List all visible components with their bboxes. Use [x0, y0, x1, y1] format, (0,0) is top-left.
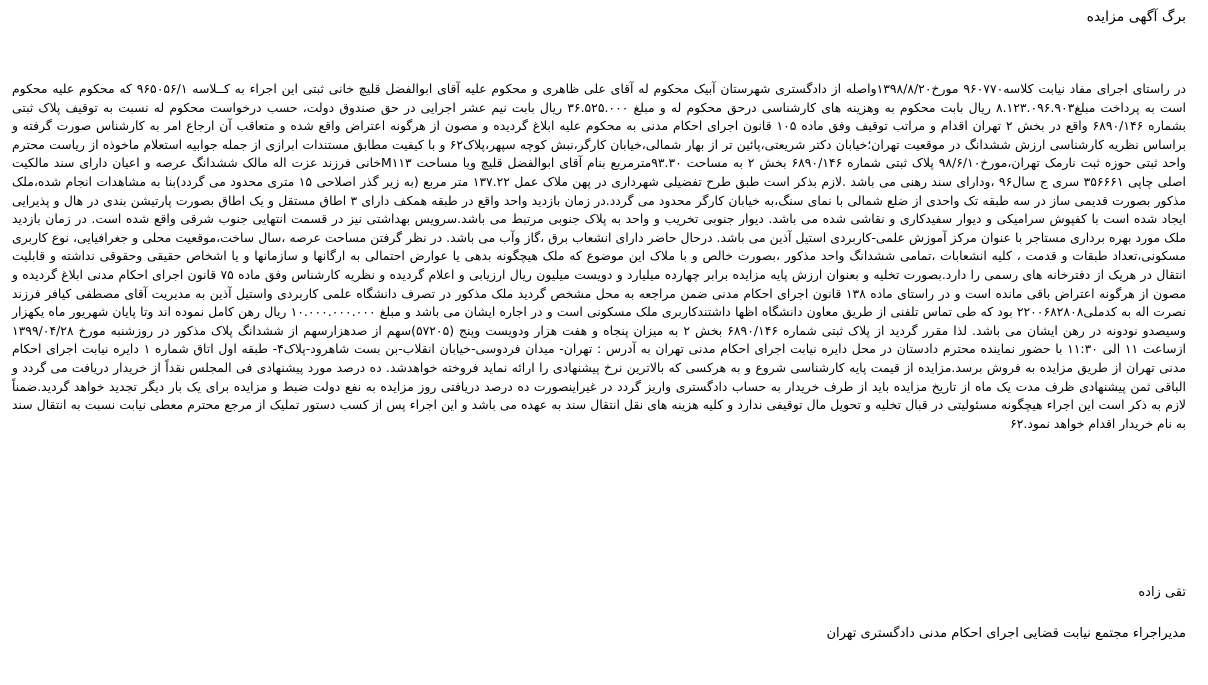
notice-title: برگ آگهی مزایده	[1086, 9, 1186, 25]
signer-title: مدیراجراء مجتمع نیابت قضایی اجرای احکام مدنی دادگستری تهران	[826, 626, 1186, 641]
signer-name: تقی زاده	[1138, 585, 1186, 600]
notice-body-text: در راستای اجرای مفاد نیابت کلاسه۹۶۰۷۷۰ مورخ۱۳۹۸/۸/۲۰واصله از دادگستری شهرستان آبیک محکوم له آقای علی ظاهری و محکوم علیه آقای ابوالفضل قلیچ خانی ثبتی این اجراء به کــلاسه ۹۶۵۰۵۶/۱ که محکوم علیه محکوم است به پرداخت مبلغ۸.۱۲۳.۰۹۶.۹۰۳ ریال بابت محکوم به وهزینه های کارشناسی درحق محکوم له و مبلغ ۳۶.۵۲۵.۰۰۰ ریال بابت نیم عشر اجرایی در حق صندوق دولت، حسب درخواست محکوم له نسبت به توقیف پلاک ثبتی بشماره ۶۸۹۰/۱۴۶ واقع در بخش ۲ تهران اقدام و مراتب توقیف وفق ماده ۱۰۵ قانون اجرای احکام مدنی به محکوم علیه ابلاغ گردیده و مصون از هرگونه اعتراض واقع شده و متعاقب آن ارجاع امر به کارشناس صورت گرفته و براساس نظریه کارشناسی ارزش ششدانگ در موقعیت تهران؛خیابان دکتر شریعتی،پائین تر از بهار شمالی،خیابان کارگر،نبش کوچه سپهر،پلاک۶۲ و با کیفیت مطابق مستندات ابرازی از جمله جوابیه استعلام ماخوذه از ریاست محترم واحد ثبتی حوزه ثبت نارمک تهران،مورخ۹۸/۶/۱۰ پلاک ثبتی شماره ۶۸۹۰/۱۴۶ بخش ۲ به مساحت ۹۳.۳۰مترمربع بنام آقای ابوالفضل قلیچ وبا مساحت M۱۱۳خانی فرزند عزت اله مالک ششدانگ عرصه و اعیان دارای سند مالکیت اصلی چاپی ۳۵۶۶۶۱ سری ج سال۹۶ ،ودارای سند رهنی می باشد .لازم بذکر است طبق طرح تفضیلی شهرداری در پهن ملاک عمل ۱۳۷.۲۲ متر مربع (به زیر گذر اصلاحی ۱۵ متری محدود می گردد)بنا به مشاهدات انجام شده،ملک مذکور بصورت قدیمی ساز در سه طبقه تک واحدی از ضلع شمالی با نمای سنگ،به خیابان کارگر محدود می گردد.در زمان بازدید واحد واقع در طبقه همکف دارای ۳ اطاق مستقل و یک اطاق بصورت پارتیشن بندی در هال و پذیرایی ایجاد شده است با کفپوش سرامیکی و دیوار سفیدکاری و نقاشی شده می باشد. دیوار جنوبی تخریب و واحد به پلاک جنوبی مرتبط می باشد.سرویس بهداشتی نیز در قسمت انتهایی جنوب شرقی واقع شده است. در زمان بازدید ملک مورد بهره برداری مستاجر با عنوان مرکز آموزش علمی-کاربردی استیل آذین می باشد. درحال حاضر دارای انشعاب برق ،گاز وآب می باشد. در نظر گرفتن مساحت عرصه ،سال ساخت،موقعیت محلی و جغرافیایی، نوع کاربری مسکونی،تعداد طبقات و قدمت ، کلیه انشعابات ،تمامی ششدانگ واحد مذکور ،بصورت خالص و با ملاک این موضوع که ملک هیچگونه بدهی یا عوارض احتمالی به ارگانها و سازمانها و یا اشخاص حقیقی وحقوقی نداشته و قابلیت انتقال در هریک از دفترخانه های رسمی را دارد.بصورت تخلیه و بعنوان ارزش پایه مزایده برابر چهارده میلیارد و دویست میلیون ریال ارزیابی و اعلام گردیده و نظریه کارشناس وفق ماده ۷۵ قانون اجرای احکام مدنی ابلاغ گردیده و مصون از هرگونه اعتراض باقی مانده است و در راستای ماده ۱۳۸ قانون اجرای احکام مدنی ضمن مراجعه به محل مشخص گردید ملک مذکور در تصرف دانشگاه علمی کاربردی واستیل آذین به مدیریت آقای مصطفی کیافر فرزند نصرت اله به کدملی۲۲۰۰۶۸۲۸۰۸ بود که طی تماس تلفنی از طریق معاون دانشگاه اظها داشتندکاربری ملک مسکونی است و در اجاره ایشان می باشد و مبلغ ۱۰.۰۰۰.۰۰۰.۰۰۰ ریال رهن کامل نموده اند وتا پایان شهریور ماه یکهزار وسیصدو نودونه در رهن ایشان می باشد. لذا مقرر گردید از پلاک ثبتی شماره ۶۸۹۰/۱۴۶ بخش ۲ به میزان پنجاه و هفت هزار ودویست وپنج (۵۷۲۰۵)سهم از صدهزارسهم از ششدانگ پلاک مذکور در روزشنبه مورخ ۱۳۹۹/۰۴/۲۸ ازساعت ۱۱ الی ۱۱:۳۰ با حضور نماینده محترم دادستان در محل دایره نیابت اجرای احکام مدنی تهران به آدرس : تهران- میدان فردوسی-خیابان انقلاب-بن بست شاهرود-پلاک۴- طبقه اول اتاق شماره ۱ دایره نیابت اجرای احکام مدنی تهران از طریق مزایده به فروش برسد.مزایده از قیمت پایه کارشناسی شروع و به هرکسی که بالاترین نرخ پیشنهادی را ارائه نماید فروخته خواهدشد. ده درصد مورد پیشنهادی فی المجلس نقداً از خریدار دریافت می گردد و الباقی ثمن پیشنهادی ظرف مدت یک ماه از تاریخ مزایده باید از طرف خریدار به حساب دادگستری واریز گردد در غیراینصورت ده درصد دریافتی روز مزایده به نفع دولت ضبط و مزایده برای یک بار دیگر تجدید خواهد گردید.ضمناً لازم به ذکر است این اجراء هیچگونه مسئولیتی در قبال تخلیه و تحویل مال توقیفی ندارد و کلیه هزینه های نقل انتقال سند به عهده می باشد و این اجراء پس از کسب دستور تملیک از مرجع محترم معطی نیابت نسبت به انتقال سند به نام خریدار اقدام خواهد نمود.۶۲	[12, 81, 1187, 431]
